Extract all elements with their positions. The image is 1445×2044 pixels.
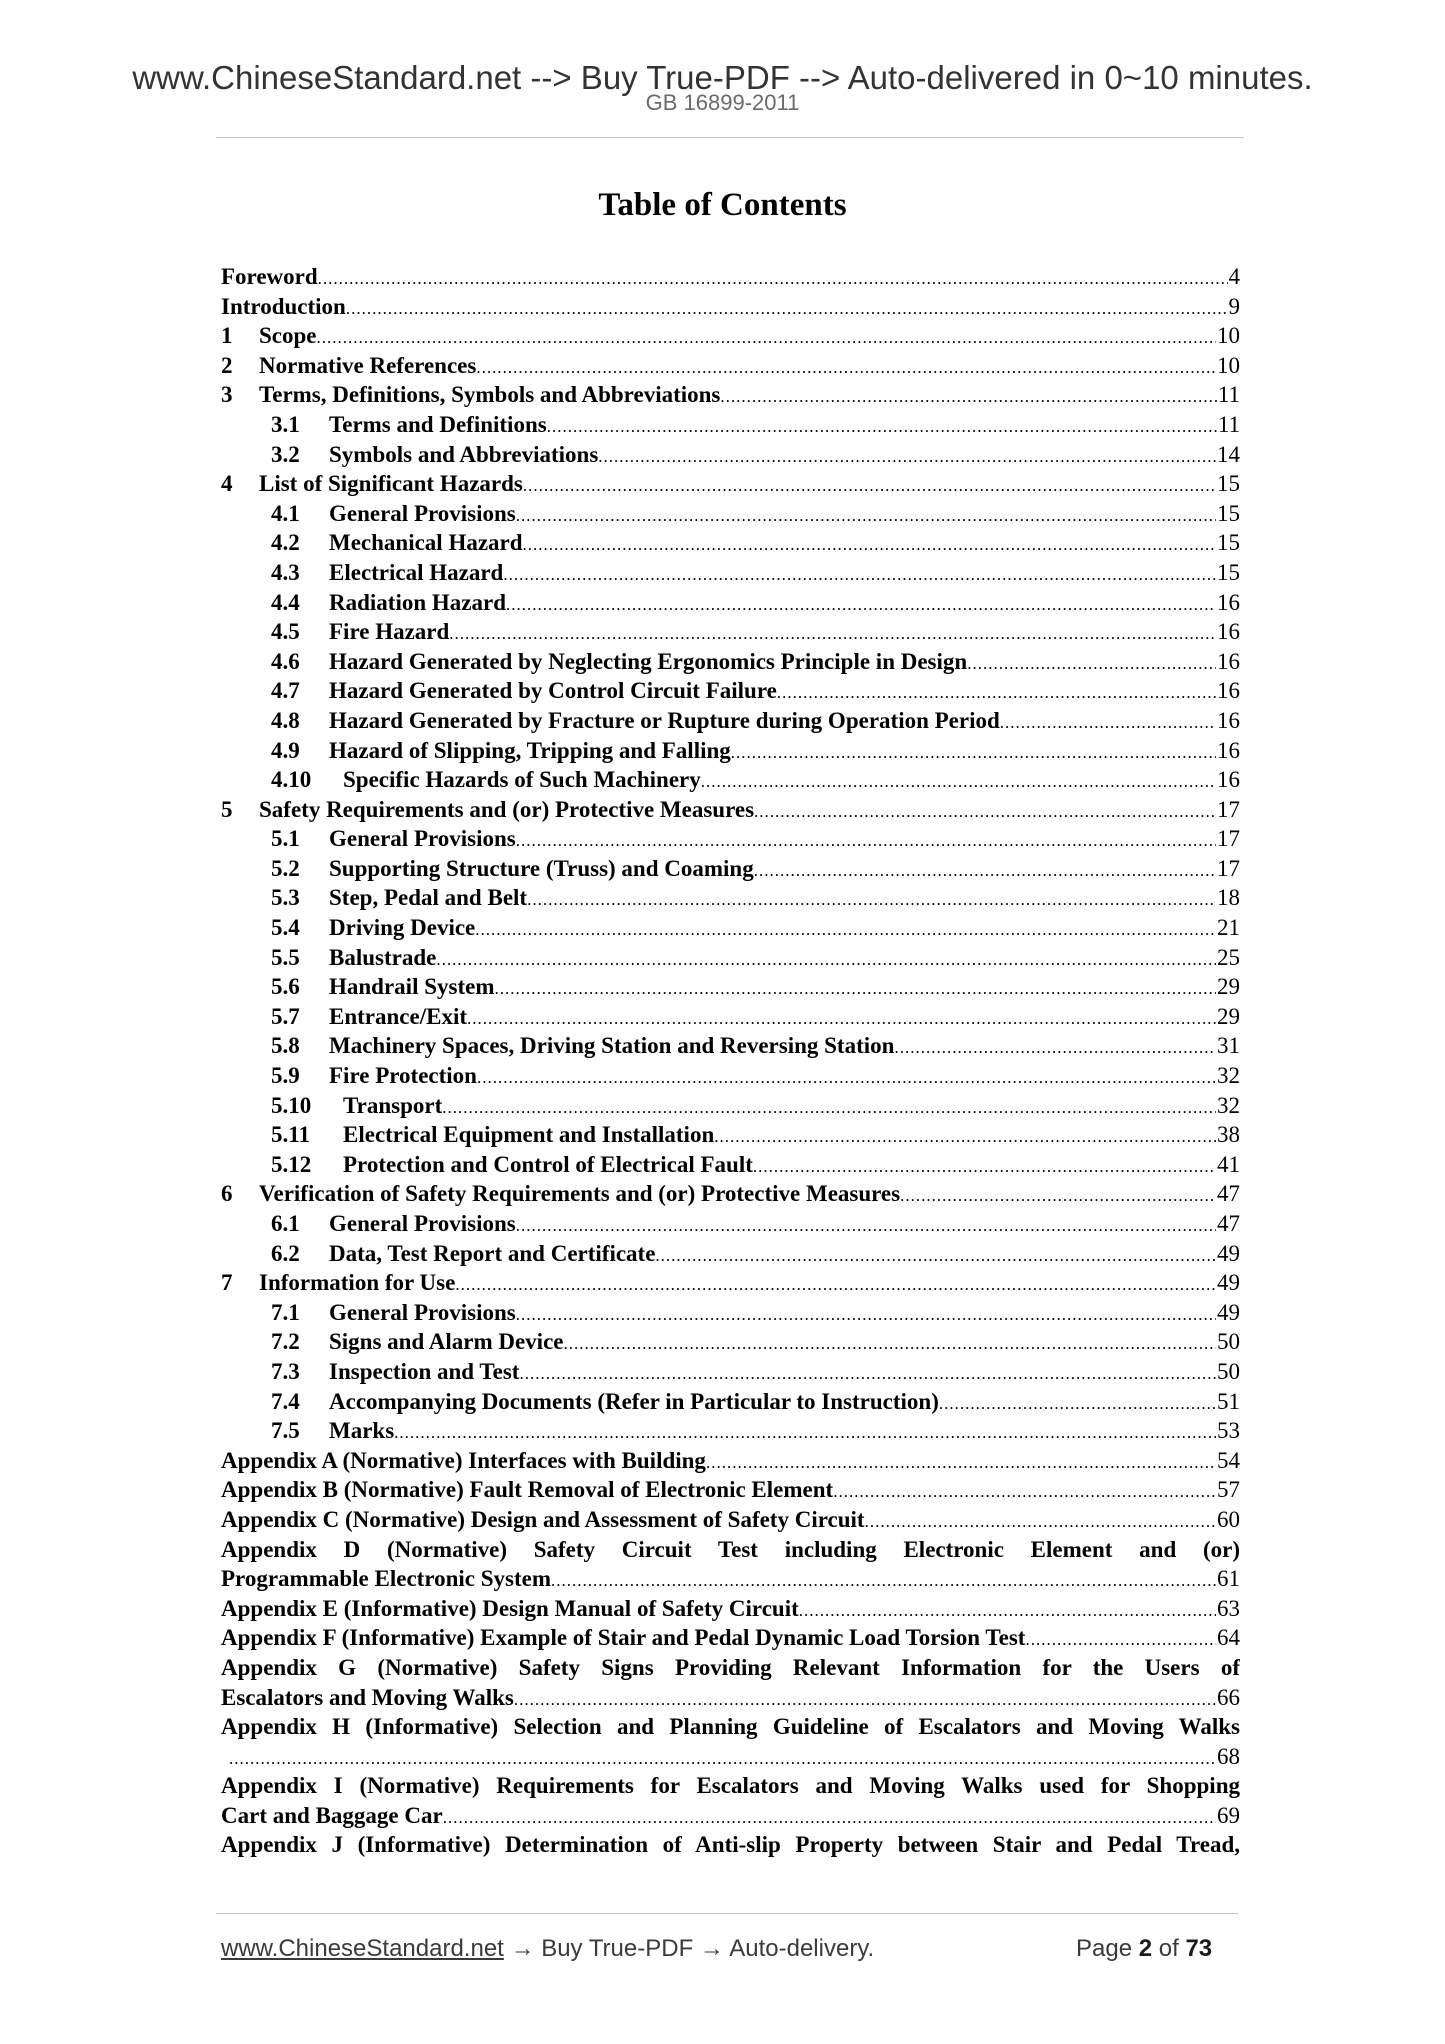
footer-divider: [216, 1913, 1238, 1914]
toc-page-number: 11: [1217, 411, 1240, 437]
toc-page-number: 51: [1217, 1388, 1240, 1414]
toc-entry[interactable]: [221, 1239, 1240, 1269]
toc-entry-text: Terms, Definitions, Symbols and Abbreviations: [259, 382, 721, 408]
toc-entry-text: Driving Device: [329, 915, 476, 941]
toc-page-number: 64: [1217, 1625, 1240, 1651]
toc-entry-text: Information for Use: [259, 1270, 456, 1296]
toc-leader-dots: [799, 1596, 1216, 1624]
toc-page-number: 60: [1217, 1506, 1240, 1532]
footer-promo: [221, 1934, 874, 1964]
toc-section-number: 1: [221, 323, 233, 349]
toc-page-number: 15: [1217, 559, 1240, 585]
toc-entry[interactable]: [221, 854, 1240, 884]
toc-entry[interactable]: [221, 1327, 1240, 1357]
toc-entry[interactable]: [221, 1387, 1240, 1417]
toc-leader-dots: [706, 1448, 1216, 1476]
toc-section-number: 5.2: [271, 855, 300, 881]
toc-entry-text: Appendix J (Informative) Determination of Anti-slip Property between Stair and Pedal Tread,: [221, 1832, 1240, 1858]
toc-entry-text: List of Significant Hazards: [259, 471, 523, 497]
toc-leader-dots: [516, 501, 1216, 529]
toc-entry-text: Transport: [343, 1092, 443, 1118]
toc-entry-text: Machinery Spaces, Driving Station and Reversing Station: [329, 1033, 895, 1059]
toc-entry[interactable]: [221, 292, 1240, 322]
toc-page-number: 10: [1217, 352, 1240, 378]
toc-entry[interactable]: [221, 913, 1240, 943]
toc-section-number: 4.9: [271, 737, 300, 763]
toc-section-number: 5.8: [271, 1033, 300, 1059]
toc-section-number: 7.1: [271, 1299, 300, 1325]
toc-page-number: 15: [1217, 500, 1240, 526]
toc-entry[interactable]: [221, 499, 1240, 529]
toc-entry[interactable]: [221, 1150, 1240, 1180]
toc-page-number: 49: [1217, 1299, 1240, 1325]
toc-page-number: 53: [1217, 1418, 1240, 1444]
toc-leader-dots: [476, 353, 1216, 381]
toc-entry-text: Appendix B (Normative) Fault Removal of Electronic Element: [221, 1477, 834, 1503]
toc-entry[interactable]: [221, 469, 1240, 499]
toc-entry[interactable]: [221, 321, 1240, 351]
toc-leader-dots: [516, 1300, 1216, 1328]
toc-section-number: 4.4: [271, 589, 300, 615]
toc-entry-text: General Provisions: [329, 1299, 516, 1325]
toc-entry-text: Hazard Generated by Control Circuit Failure: [329, 678, 777, 704]
footer-delivery-text: Auto-delivery.: [729, 1935, 875, 1962]
toc-leader-dots: [1025, 1625, 1216, 1653]
toc-entry-text: Data, Test Report and Certificate: [329, 1240, 656, 1266]
toc-entry[interactable]: [221, 765, 1240, 795]
toc-entry[interactable]: [221, 736, 1240, 766]
toc-entry-text: Hazard Generated by Fracture or Rupture during Operation Period: [329, 707, 1000, 733]
toc-leader-dots: [475, 915, 1216, 943]
toc-page-number: 49: [1217, 1240, 1240, 1266]
toc-entry[interactable]: [221, 588, 1240, 618]
toc-leader-dots: [318, 264, 1228, 292]
toc-page-number: 57: [1217, 1477, 1240, 1503]
toc-section-number: 5.10: [271, 1092, 312, 1118]
toc-page-number: 47: [1217, 1211, 1240, 1236]
toc-page-number: 16: [1217, 737, 1240, 763]
toc-entry[interactable]: [221, 1505, 1240, 1535]
toc-entry[interactable]: [221, 1061, 1240, 1091]
toc-entry-text: Inspection and Test: [329, 1358, 520, 1384]
toc-section-number: 6.1: [271, 1211, 300, 1236]
toc-entry-text: Appendix E (Informative) Design Manual of Safety Circuit: [221, 1595, 799, 1621]
toc-entry[interactable]: [221, 972, 1240, 1002]
toc-entry[interactable]: [221, 351, 1240, 381]
toc-leader-dots: [494, 974, 1216, 1002]
toc-entry[interactable]: [221, 883, 1240, 913]
toc-entry-appendix-e[interactable]: [221, 1594, 1240, 1624]
toc-entry-text: Programmable Electronic System: [221, 1566, 552, 1592]
toc-section-number: 4.5: [271, 619, 300, 645]
toc-leader-dots: [443, 1803, 1216, 1831]
toc-leader-dots: [394, 1418, 1216, 1446]
toc-entry-text: Electrical Equipment and Installation: [343, 1122, 715, 1148]
toc-leader-dots: [720, 382, 1216, 410]
toc-entry-text: Cart and Baggage Car: [221, 1802, 443, 1828]
toc-leader-dots: [900, 1181, 1216, 1209]
toc-section-number: 6: [221, 1181, 233, 1207]
toc-entry-appendix-f[interactable]: [221, 1623, 1240, 1653]
toc-page-number: 50: [1217, 1329, 1240, 1355]
toc-entry[interactable]: [221, 1002, 1240, 1032]
toc-leader-dots: [455, 1270, 1216, 1298]
toc-entry[interactable]: [221, 1031, 1240, 1061]
toc-leader-dots: [477, 1063, 1216, 1091]
toc-section-number: 4.6: [271, 648, 300, 674]
toc-section-number: 5: [221, 796, 233, 822]
toc-entry-text: Hazard Generated by Neglecting Ergonomics Principle in Design: [329, 648, 968, 674]
toc-page-number: 50: [1217, 1358, 1240, 1384]
toc-entry-text: Entrance/Exit: [329, 1003, 467, 1029]
toc-entry-text: Marks: [329, 1418, 395, 1444]
arrow-right-icon: →: [510, 1935, 535, 1962]
toc-page-number: 32: [1217, 1063, 1240, 1089]
toc-entry[interactable]: [221, 410, 1240, 440]
toc-section-number: 5.7: [271, 1003, 300, 1029]
toc-list: [221, 262, 1240, 1535]
toc-leader-dots: [563, 1329, 1216, 1357]
toc-entry-text: General Provisions: [329, 500, 516, 526]
toc-entry-text: Signs and Alarm Device: [329, 1329, 564, 1355]
toc-leader-dots: [506, 590, 1216, 618]
toc-leader-dots: [467, 1004, 1216, 1032]
standard-code: GB 16899-2011: [645, 90, 800, 115]
toc-page-number: 17: [1217, 796, 1240, 822]
toc-leader-dots: [833, 1477, 1216, 1505]
toc-section-number: 4.2: [271, 530, 300, 556]
toc-entry[interactable]: [221, 1298, 1240, 1328]
toc-page-number: 69: [1217, 1802, 1240, 1828]
toc-entry[interactable]: [221, 1268, 1240, 1298]
page-prefix: Page: [1076, 1935, 1133, 1962]
footer-buy-text: Buy True-PDF: [541, 1935, 694, 1962]
toc-page-number: 21: [1217, 915, 1240, 941]
toc-entry-text: Introduction: [221, 293, 346, 319]
toc-page-number: 14: [1217, 441, 1240, 467]
header-divider: [216, 137, 1244, 138]
toc-leader-dots: [523, 530, 1216, 558]
toc-leader-dots: [865, 1507, 1216, 1535]
toc-entry[interactable]: [221, 617, 1240, 647]
toc-section-number: 5.5: [271, 944, 300, 970]
toc-section-number: 7.3: [271, 1358, 300, 1384]
toc-page-number: 29: [1217, 1003, 1240, 1029]
table-of-contents: [221, 262, 1240, 1860]
toc-entry[interactable]: [221, 1091, 1240, 1121]
toc-page-number: 18: [1217, 885, 1240, 911]
toc-page-number: 66: [1217, 1684, 1240, 1710]
toc-section-number: 7.5: [271, 1418, 300, 1444]
toc-leader-dots: [346, 294, 1228, 322]
toc-leader-dots: [503, 560, 1216, 588]
toc-entry-text: Appendix D (Normative) Safety Circuit Test including Electronic Element and (or): [221, 1536, 1240, 1562]
toc-entry[interactable]: [221, 824, 1240, 854]
toc-entry-text: Terms and Definitions: [329, 411, 547, 437]
toc-entry-text: Appendix I (Normative) Requirements for Escalators and Moving Walks used for Shopping: [221, 1773, 1240, 1799]
toc-entry-appendix-d[interactable]: [221, 1535, 1240, 1594]
toc-leader-dots: [655, 1241, 1216, 1269]
toc-entry[interactable]: [221, 1120, 1240, 1150]
toc-leader-dots: [442, 1093, 1216, 1121]
toc-entry-text: Supporting Structure (Truss) and Coaming: [329, 855, 754, 881]
toc-page-number: 16: [1217, 707, 1240, 733]
toc-leader-dots: [514, 1685, 1216, 1713]
toc-section-number: 5.1: [271, 826, 300, 852]
toc-entry-text: Radiation Hazard: [329, 589, 506, 615]
toc-leader-dots: [701, 767, 1216, 795]
toc-section-number: 6.2: [271, 1240, 300, 1266]
toc-leader-dots: [317, 323, 1217, 351]
toc-entry-text: Safety Requirements and (or) Protective Measures: [259, 796, 755, 822]
toc-entry-text: Accompanying Documents (Refer in Particular to Instruction): [329, 1388, 939, 1414]
toc-section-number: 4.8: [271, 707, 300, 733]
toc-section-number: 3: [221, 382, 233, 408]
toc-entry-appendix-g[interactable]: [221, 1653, 1240, 1712]
toc-section-number: 3.2: [271, 441, 300, 467]
toc-page-number: 29: [1217, 974, 1240, 1000]
toc-entry[interactable]: [221, 1475, 1240, 1505]
toc-leader-dots: [967, 649, 1216, 677]
toc-leader-dots: [1000, 708, 1216, 736]
toc-leader-dots: [894, 1033, 1216, 1061]
toc-page-number: 4: [1228, 264, 1240, 289]
toc-leader-dots: [516, 826, 1216, 854]
toc-entry-text: Specific Hazards of Such Machinery: [343, 767, 701, 793]
toc-leader-dots: [551, 1566, 1216, 1594]
toc-page-number: 15: [1217, 471, 1240, 497]
toc-page-number: 17: [1217, 826, 1240, 852]
toc-entry[interactable]: [221, 795, 1240, 825]
toc-page-number: 41: [1217, 1151, 1240, 1177]
toc-page-number: 17: [1217, 855, 1240, 881]
toc-entry[interactable]: [221, 528, 1240, 558]
toc-page-number: 32: [1217, 1092, 1240, 1118]
toc-leader-dots: [527, 885, 1216, 913]
promo-banner[interactable]: www.ChineseStandard.net --> Buy True-PDF --> Auto-delivered in 0~10 minutes.: [132, 59, 1313, 96]
toc-leader-dots: [777, 678, 1216, 706]
toc-entry[interactable]: [221, 1446, 1240, 1476]
toc-section-number: 4.3: [271, 559, 300, 585]
toc-entry-text: Protection and Control of Electrical Fault: [343, 1151, 753, 1177]
toc-entry-text: Step, Pedal and Belt: [329, 885, 528, 911]
toc-section-number: 5.9: [271, 1063, 300, 1089]
toc-section-number: 4.10: [271, 767, 312, 793]
toc-entry-text: Appendix C (Normative) Design and Assessment of Safety Circuit: [221, 1506, 865, 1532]
toc-entry[interactable]: [221, 440, 1240, 470]
toc-page-number: 68: [1217, 1743, 1240, 1769]
toc-entry-text: Foreword: [221, 264, 318, 289]
toc-page-number: 16: [1217, 678, 1240, 704]
footer-site-link[interactable]: www.ChineseStandard.net: [221, 1935, 504, 1962]
toc-leader-dots: [449, 619, 1216, 647]
toc-page-number: 10: [1217, 323, 1240, 349]
toc-page-number: 15: [1217, 530, 1240, 556]
toc-section-number: 5.11: [271, 1122, 310, 1148]
toc-entry-text: Balustrade: [329, 944, 437, 970]
toc-entry[interactable]: [221, 706, 1240, 736]
toc-page-number: 63: [1217, 1595, 1240, 1621]
toc-entry-text: Appendix G (Normative) Safety Signs Providing Relevant Information for the Users of: [221, 1654, 1240, 1680]
toc-entry[interactable]: [221, 1416, 1240, 1446]
toc-entry-text: Appendix H (Informative) Selection and Planning Guideline of Escalators and Moving Walks: [221, 1714, 1240, 1740]
toc-leader-dots: [229, 1744, 1216, 1772]
toc-entry[interactable]: [221, 558, 1240, 588]
toc-section-number: 4.1: [271, 500, 300, 526]
toc-entry[interactable]: [221, 1179, 1240, 1209]
toc-section-number: 4: [221, 471, 233, 497]
toc-leader-dots: [436, 945, 1216, 973]
toc-section-number: 5.6: [271, 974, 300, 1000]
toc-leader-dots: [714, 1122, 1216, 1150]
page-current: 2: [1138, 1935, 1153, 1962]
toc-entry-text: Mechanical Hazard: [329, 530, 523, 556]
arrow-right-icon: →: [699, 1935, 724, 1962]
toc-page-number: 38: [1217, 1122, 1240, 1148]
toc-entry[interactable]: [221, 1357, 1240, 1387]
toc-entry-text: Appendix A (Normative) Interfaces with Building: [221, 1447, 706, 1473]
toc-page-number: 61: [1217, 1566, 1240, 1592]
toc-page-number: 47: [1217, 1181, 1240, 1207]
page-of: of: [1158, 1935, 1179, 1962]
page-title: Table of Contents: [598, 187, 847, 223]
toc-leader-dots: [519, 1359, 1216, 1387]
toc-section-number: 4.7: [271, 678, 300, 704]
toc-section-number: 5.12: [271, 1151, 312, 1177]
toc-entry[interactable]: [221, 262, 1240, 292]
toc-entry-text: Electrical Hazard: [329, 559, 504, 585]
toc-page-number: 9: [1228, 293, 1240, 319]
toc-page-number: 54: [1217, 1447, 1240, 1473]
toc-section-number: 2: [221, 352, 233, 378]
toc-leader-dots: [754, 797, 1216, 825]
toc-entry-text: Verification of Safety Requirements and (or) Protective Measures: [259, 1181, 901, 1207]
toc-entry[interactable]: [221, 676, 1240, 706]
toc-leader-dots: [523, 471, 1216, 499]
toc-entry-text: Appendix F (Informative) Example of Stair and Pedal Dynamic Load Torsion Test: [221, 1625, 1026, 1651]
toc-section-number: 3.1: [271, 411, 300, 437]
toc-section-number: 7: [221, 1270, 233, 1296]
toc-section-number: 5.3: [271, 885, 300, 911]
toc-page-number: 11: [1217, 382, 1240, 408]
toc-leader-dots: [731, 738, 1216, 766]
toc-entry-text: Handrail System: [329, 974, 495, 1000]
page-total: 73: [1185, 1935, 1213, 1962]
toc-page-number: 16: [1217, 767, 1240, 793]
toc-section-number: 5.4: [271, 915, 300, 941]
toc-entry-text: Fire Protection: [329, 1063, 477, 1089]
toc-entry-appendix-j[interactable]: [221, 1830, 1240, 1860]
toc-entry[interactable]: [221, 1209, 1240, 1239]
toc-entry-text: Hazard of Slipping, Tripping and Falling: [329, 737, 731, 763]
toc-leader-dots: [516, 1211, 1216, 1239]
toc-entry-text: Scope: [259, 323, 317, 349]
toc-entry-text: General Provisions: [329, 826, 516, 852]
toc-entry[interactable]: [221, 943, 1240, 973]
toc-section-number: 7.4: [271, 1388, 300, 1414]
toc-entry-text: Normative References: [259, 352, 477, 378]
toc-leader-dots: [753, 1152, 1216, 1180]
toc-page-number: 31: [1217, 1033, 1240, 1059]
toc-entry-text: Symbols and Abbreviations: [329, 441, 599, 467]
toc-entry-appendix-h[interactable]: [221, 1712, 1240, 1771]
toc-section-number: 7.2: [271, 1329, 300, 1355]
toc-leader-dots: [598, 442, 1216, 470]
toc-entry-text: Escalators and Moving Walks: [221, 1684, 514, 1710]
toc-entry-appendix-i[interactable]: [221, 1771, 1240, 1830]
toc-page-number: 49: [1217, 1270, 1240, 1296]
toc-leader-dots: [939, 1389, 1216, 1417]
toc-entry-text: Fire Hazard: [329, 619, 450, 645]
toc-entry[interactable]: [221, 647, 1240, 677]
toc-entry-text: General Provisions: [329, 1211, 516, 1236]
toc-page-number: 16: [1217, 619, 1240, 645]
toc-page-number: 16: [1217, 648, 1240, 674]
toc-leader-dots: [547, 412, 1217, 440]
page-indicator: [1076, 1934, 1212, 1964]
toc-leader-dots: [754, 856, 1216, 884]
toc-entry[interactable]: [221, 380, 1240, 410]
toc-page-number: 16: [1217, 589, 1240, 615]
toc-page-number: 25: [1217, 944, 1240, 970]
